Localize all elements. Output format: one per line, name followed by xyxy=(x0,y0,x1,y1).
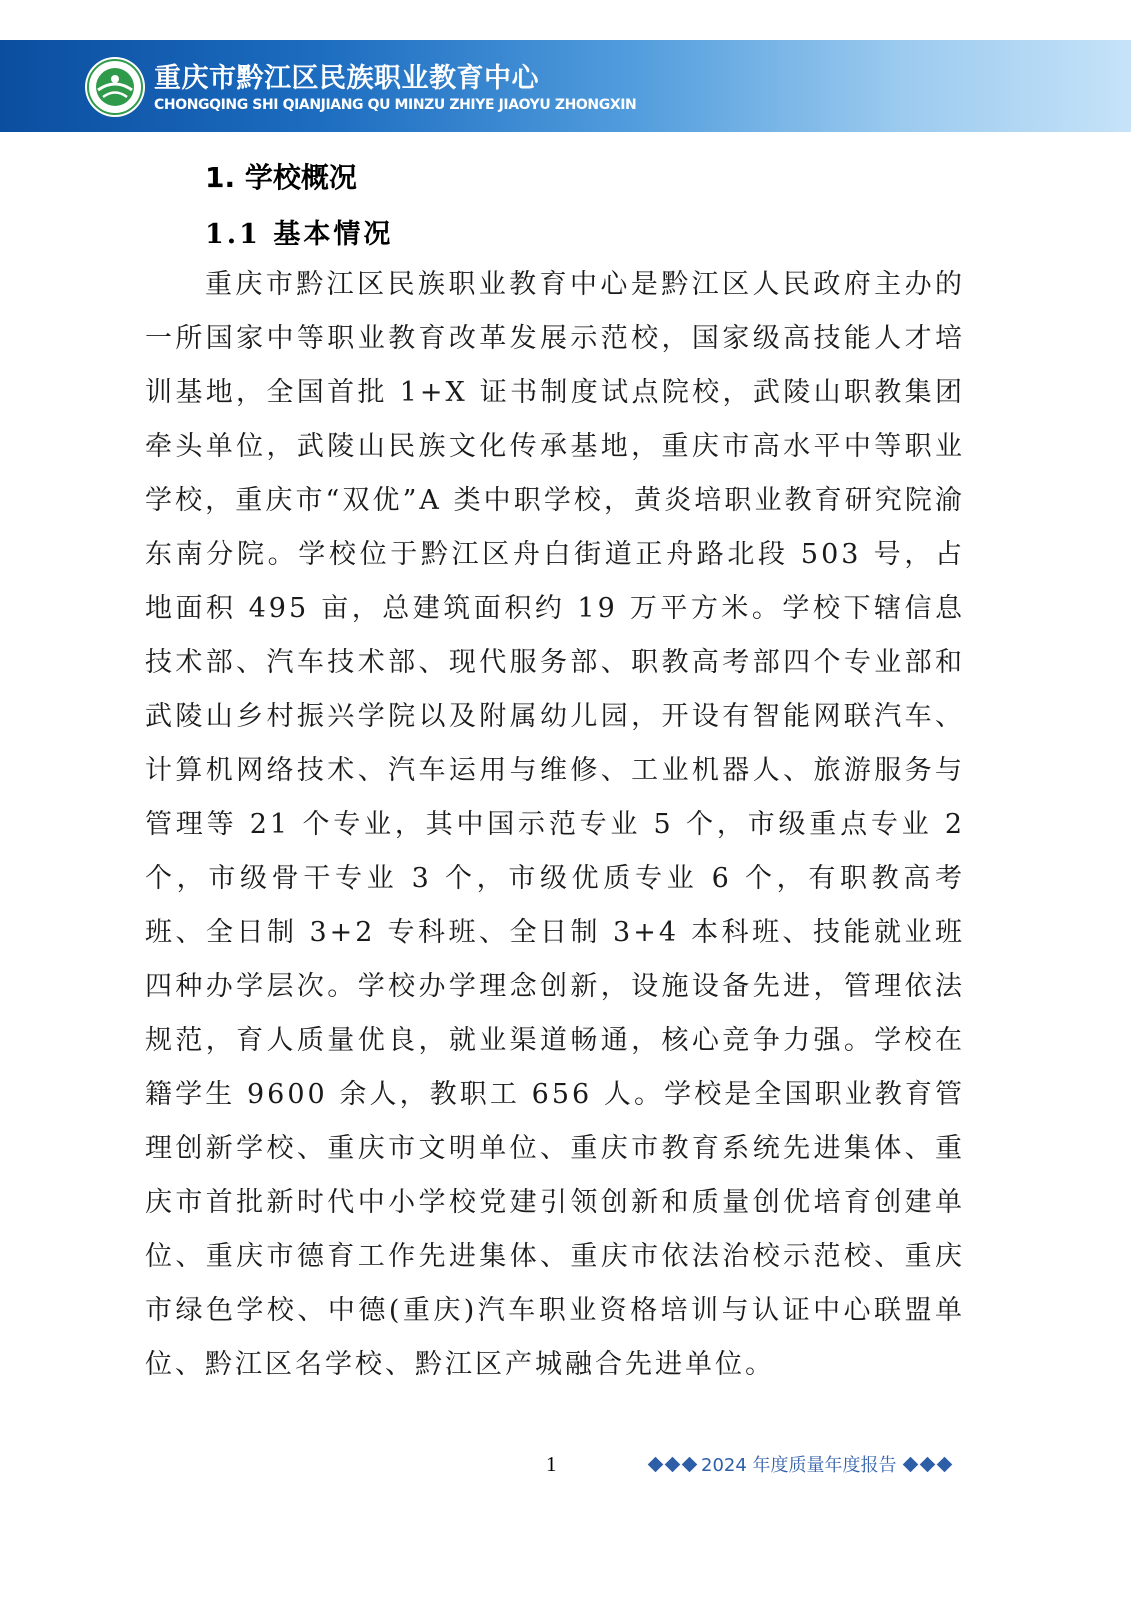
diamond-decoration-left xyxy=(648,1459,697,1470)
diamond-icon xyxy=(936,1456,952,1472)
school-name-pinyin: CHONGQING SHI QIANJIANG QU MINZU ZHIYE JIAOYU ZHONGXIN xyxy=(154,97,637,113)
page-number: 1 xyxy=(546,1452,557,1476)
school-name-title: 重庆市黔江区民族职业教育中心 xyxy=(154,63,539,94)
diamond-icon xyxy=(665,1456,681,1472)
report-label: 2024 年度质量年度报告 xyxy=(701,1455,897,1476)
page-header-banner xyxy=(0,40,1131,132)
footer-report-title xyxy=(648,1451,952,1477)
subsection-heading: 1.1 基本情况 xyxy=(205,219,394,250)
school-logo-icon xyxy=(84,56,146,118)
diamond-icon xyxy=(919,1456,935,1472)
diamond-icon xyxy=(648,1456,664,1472)
section-heading: 1. 学校概况 xyxy=(205,161,357,194)
diamond-icon xyxy=(902,1456,918,1472)
diamond-decoration-right xyxy=(903,1459,952,1470)
body-paragraph: 重庆市黔江区民族职业教育中心是黔江区人民政府主办的一所国家中等职业教育改革发展示范校，国家级高技能人才培训基地，全国首批 1+X 证书制度试点院校，武陵山职教集团牵头单位，武陵山民族文化传承基地，重庆市高水平中等职业学校，重庆市“双优”A 类中职学校，黄炎培职业教育研究院渝东南分院。学校位于黔江区舟白街道正舟路北段 503 号，占地面积 495 亩，总建筑面积约 19 万平方米。学校下辖信息技术部、汽车技术部、现代服务部、职教高考部四个专业部和武陵山乡村振兴学院以及附属幼儿园，开设有智能网联汽车、计算机网络技术、汽车运用与维修、工业机器人、旅游服务与管理等 21 个专业，其中国示范专业 5 个，市级重点专业 2 个，市级骨干专业 3 个，市级优质专业 6 个，有职教高考班、全日制 3+2 专科班、全日制 3+4 本科班、技能就业班四种办学层次。学校办学理念创新，设施设备先进，管理依法规范，育人质量优良，就业渠道畅通，核心竞争力强。学校在籍学生 9600 余人，教职工 656 人。学校是全国职业教育管理创新学校、重庆市文明单位、重庆市教育系统先进集体、重庆市首批新时代中小学校党建引领创新和质量创优培育创建单位、重庆市德育工作先进集体、重庆市依法治校示范校、重庆市绿色学校、中德(重庆)汽车职业资格培训与认证中心联盟单位、黔江区名学校、黔江区产城融合先进单位。 xyxy=(145,269,965,1380)
diamond-icon xyxy=(682,1456,698,1472)
